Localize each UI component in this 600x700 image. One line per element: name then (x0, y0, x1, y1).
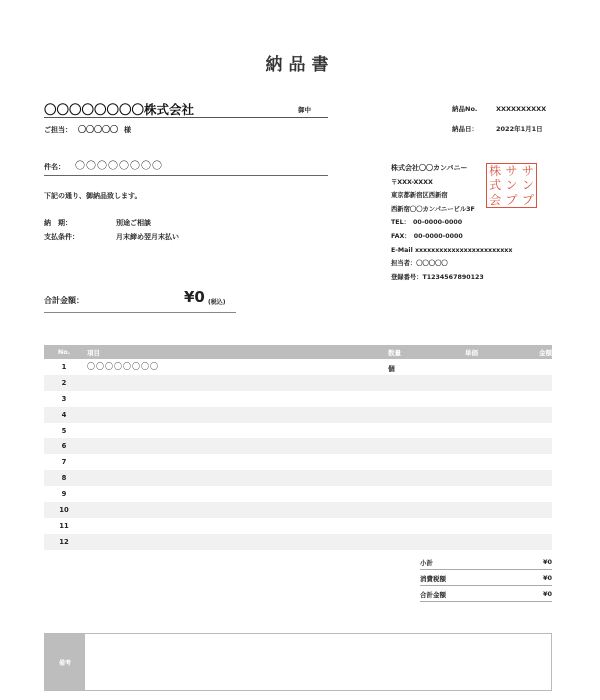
table-row (44, 470, 552, 486)
recipient-contact (44, 124, 131, 135)
table-row (44, 486, 552, 502)
row-no: 6 (61, 442, 67, 451)
issuer-name: 株式会社〇〇カンパニー (391, 164, 468, 172)
row-no: 12 (59, 537, 69, 546)
items-table (44, 345, 552, 550)
grand-total-value: ¥0 (542, 590, 552, 598)
table-row (44, 359, 552, 375)
subtotal-label: 小計 (420, 559, 433, 567)
delivery-number-value: XXXXXXXXXX (496, 105, 547, 113)
contact-label: ご担当： (44, 126, 72, 134)
table-row (44, 423, 552, 439)
table-row (44, 438, 552, 454)
contact-name: 〇〇〇〇〇 (78, 125, 118, 134)
recipient-underline (44, 117, 328, 118)
issuer-address-2: 西新宿〇〇カンパニービル3F (391, 205, 475, 213)
row-no: 4 (61, 410, 67, 419)
issuer-email: E-Mail xxxxxxxxxxxxxxxxxxxxxxxx (391, 246, 513, 254)
payment-term-label: 支払条件： (44, 233, 79, 241)
table-row (44, 454, 552, 470)
summary-block (420, 554, 552, 602)
tax-value: ¥0 (542, 574, 552, 582)
row-no: 9 (61, 490, 67, 499)
delivery-term-label: 納 期： (44, 219, 72, 227)
header-price: 単価 (465, 349, 478, 357)
tax-row (420, 570, 552, 586)
stamp-char: ン (521, 178, 534, 193)
table-row (44, 502, 552, 518)
row-qty: 個 (388, 365, 395, 373)
delivery-number-label: 納品No. (452, 105, 478, 113)
row-item: 〇〇〇〇〇〇〇〇 (87, 362, 159, 371)
stamp-char: 式 (489, 178, 502, 193)
recipient-honorific: 御中 (298, 106, 311, 114)
tax-label: 消費税額 (420, 575, 446, 583)
issuer-postal: 〒XXX-XXXX (391, 178, 433, 186)
stamp-char: サ (521, 164, 534, 179)
subject-value: 〇〇〇〇〇〇〇〇 (75, 161, 163, 172)
stamp-char: 会 (489, 192, 502, 207)
total-label: 合計金額： (44, 296, 84, 305)
stamp-char: プ (505, 192, 518, 207)
table-row (44, 518, 552, 534)
payment-term-row (44, 232, 179, 242)
delivery-number-row (452, 104, 546, 113)
subtotal-row (420, 554, 552, 570)
delivery-date-label: 納品日： (452, 125, 478, 133)
remarks-label: 備考 (45, 634, 85, 690)
issuer-tel: TEL： 00-0000-0000 (391, 219, 463, 227)
subject-row (44, 157, 163, 172)
grand-total-label: 合計金額 (420, 591, 446, 599)
table-row (44, 391, 552, 407)
table-header (44, 345, 552, 359)
row-no: 3 (61, 394, 67, 403)
subject-label: 件名： (44, 163, 65, 171)
contact-honorific: 様 (124, 126, 131, 134)
header-item: 項目 (87, 349, 100, 357)
grand-total-row (420, 586, 552, 602)
issuer-address-1: 東京都新宿区西新宿 (391, 192, 448, 200)
total-tax-note: (税込) (208, 299, 226, 306)
issuer-fax: FAX： 00-0000-0000 (391, 232, 463, 240)
stamp-char: サ (505, 164, 518, 179)
recipient-company: 〇〇〇〇〇〇〇〇株式会社 (44, 102, 195, 117)
total-value: ¥0 (184, 288, 205, 306)
delivery-date-row (452, 124, 543, 133)
company-seal-stamp (486, 163, 537, 208)
delivery-term-value: 別途ご相談 (116, 219, 151, 227)
payment-term-value: 月末締め翌月末払い (116, 233, 179, 241)
intro-text: 下記の通り、御納品致します。 (44, 192, 142, 200)
remarks-box[interactable] (44, 633, 552, 691)
stamp-char: ン (505, 178, 518, 193)
issuer-registration: 登録番号：T1234567890123 (391, 273, 484, 281)
header-amount: 金額 (539, 349, 552, 357)
row-no: 10 (59, 506, 69, 515)
stamp-char: 株 (489, 164, 502, 179)
stamp-char: プ (521, 192, 534, 207)
subject-underline (44, 175, 328, 176)
row-no: 1 (61, 363, 67, 371)
row-no: 11 (59, 521, 69, 530)
table-row (44, 534, 552, 550)
total-underline (44, 312, 236, 313)
row-no: 8 (61, 474, 67, 483)
document-title: 納品書 (265, 55, 335, 75)
subtotal-value: ¥0 (542, 558, 552, 566)
issuer-person: 担当者：〇〇〇〇〇 (391, 260, 448, 268)
table-row (44, 375, 552, 391)
row-no: 5 (61, 426, 67, 435)
header-no: No. (57, 348, 71, 356)
table-row (44, 407, 552, 423)
row-no: 7 (61, 458, 67, 467)
header-qty: 数量 (388, 349, 401, 357)
delivery-date-value: 2022年1月1日 (496, 125, 543, 133)
row-no: 2 (61, 378, 67, 387)
delivery-term-row (44, 218, 151, 228)
